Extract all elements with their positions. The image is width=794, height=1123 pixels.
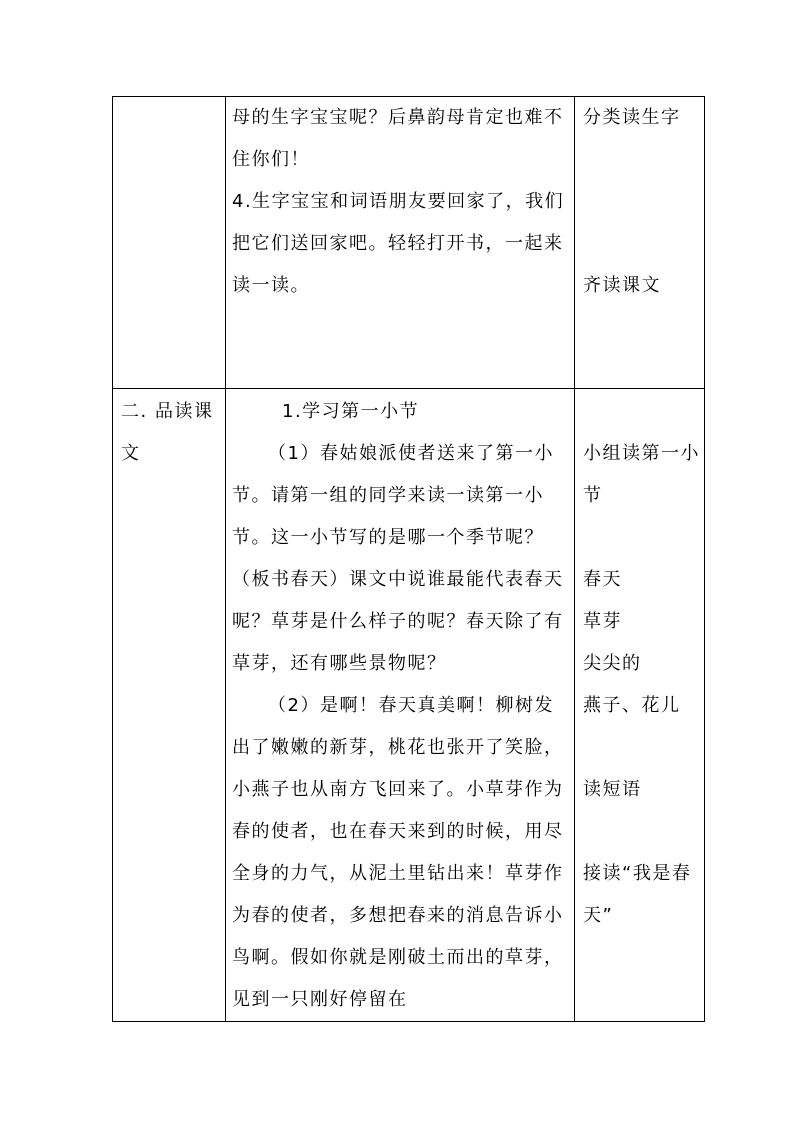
teacher-activity-cell <box>226 389 575 1022</box>
student-activity: 小组读第一小节 <box>583 443 700 506</box>
student-activity: 草芽 <box>583 611 622 632</box>
lesson-plan-table <box>112 96 705 1022</box>
teacher-paragraph: （1）春姑娘派使者送来了第一小节。请第一组的同学来读一读第一小节。这一小节写的是哪一个季节呢？（板书春天）课文中说谁最能代表春天呢？草芽是什么样子的呢？春天除了有草芽，还有哪些景物呢？ <box>232 443 564 674</box>
student-activity-cell <box>575 97 705 389</box>
stage-cell <box>113 389 226 1022</box>
table-row <box>113 389 705 1022</box>
student-activity: 齐读课文 <box>583 275 661 296</box>
stage-cell <box>113 97 226 389</box>
teacher-paragraph: 1.学习第一小节 <box>282 401 420 422</box>
student-activity: 接读“我是春天” <box>583 863 692 926</box>
teacher-paragraph: （2）是啊！春天真美啊！柳树发出了嫩嫩的新芽，桃花也张开了笑脸，小燕子也从南方飞回来了。小草芽作为春的使者，也在春天来到的时候，用尽全身的力气，从泥土里钻出来！草芽作为春的使者，多想把春来的消息告诉小鸟啊。假如你就是刚破土而出的草芽，见到一只刚好停留在 <box>232 695 564 1010</box>
teacher-paragraph: 母的生字宝宝呢？后鼻韵母肯定也难不住你们！ <box>232 107 564 170</box>
teacher-paragraph: 4.生字宝宝和词语朋友要回家了，我们把它们送回家吧。轻轻打开书，一起来读一读。 <box>232 191 565 296</box>
student-activity: 春天 <box>583 569 622 590</box>
teacher-activity-cell <box>226 97 575 389</box>
student-activity: 读短语 <box>583 779 642 800</box>
student-activity: 尖尖的 <box>583 653 642 674</box>
student-activity: 燕子、花儿 <box>583 695 681 716</box>
stage-label: 二. 品读课文 <box>121 401 214 464</box>
student-activity: 分类读生字 <box>583 107 681 128</box>
table-row <box>113 97 705 389</box>
student-activity-cell <box>575 389 705 1022</box>
